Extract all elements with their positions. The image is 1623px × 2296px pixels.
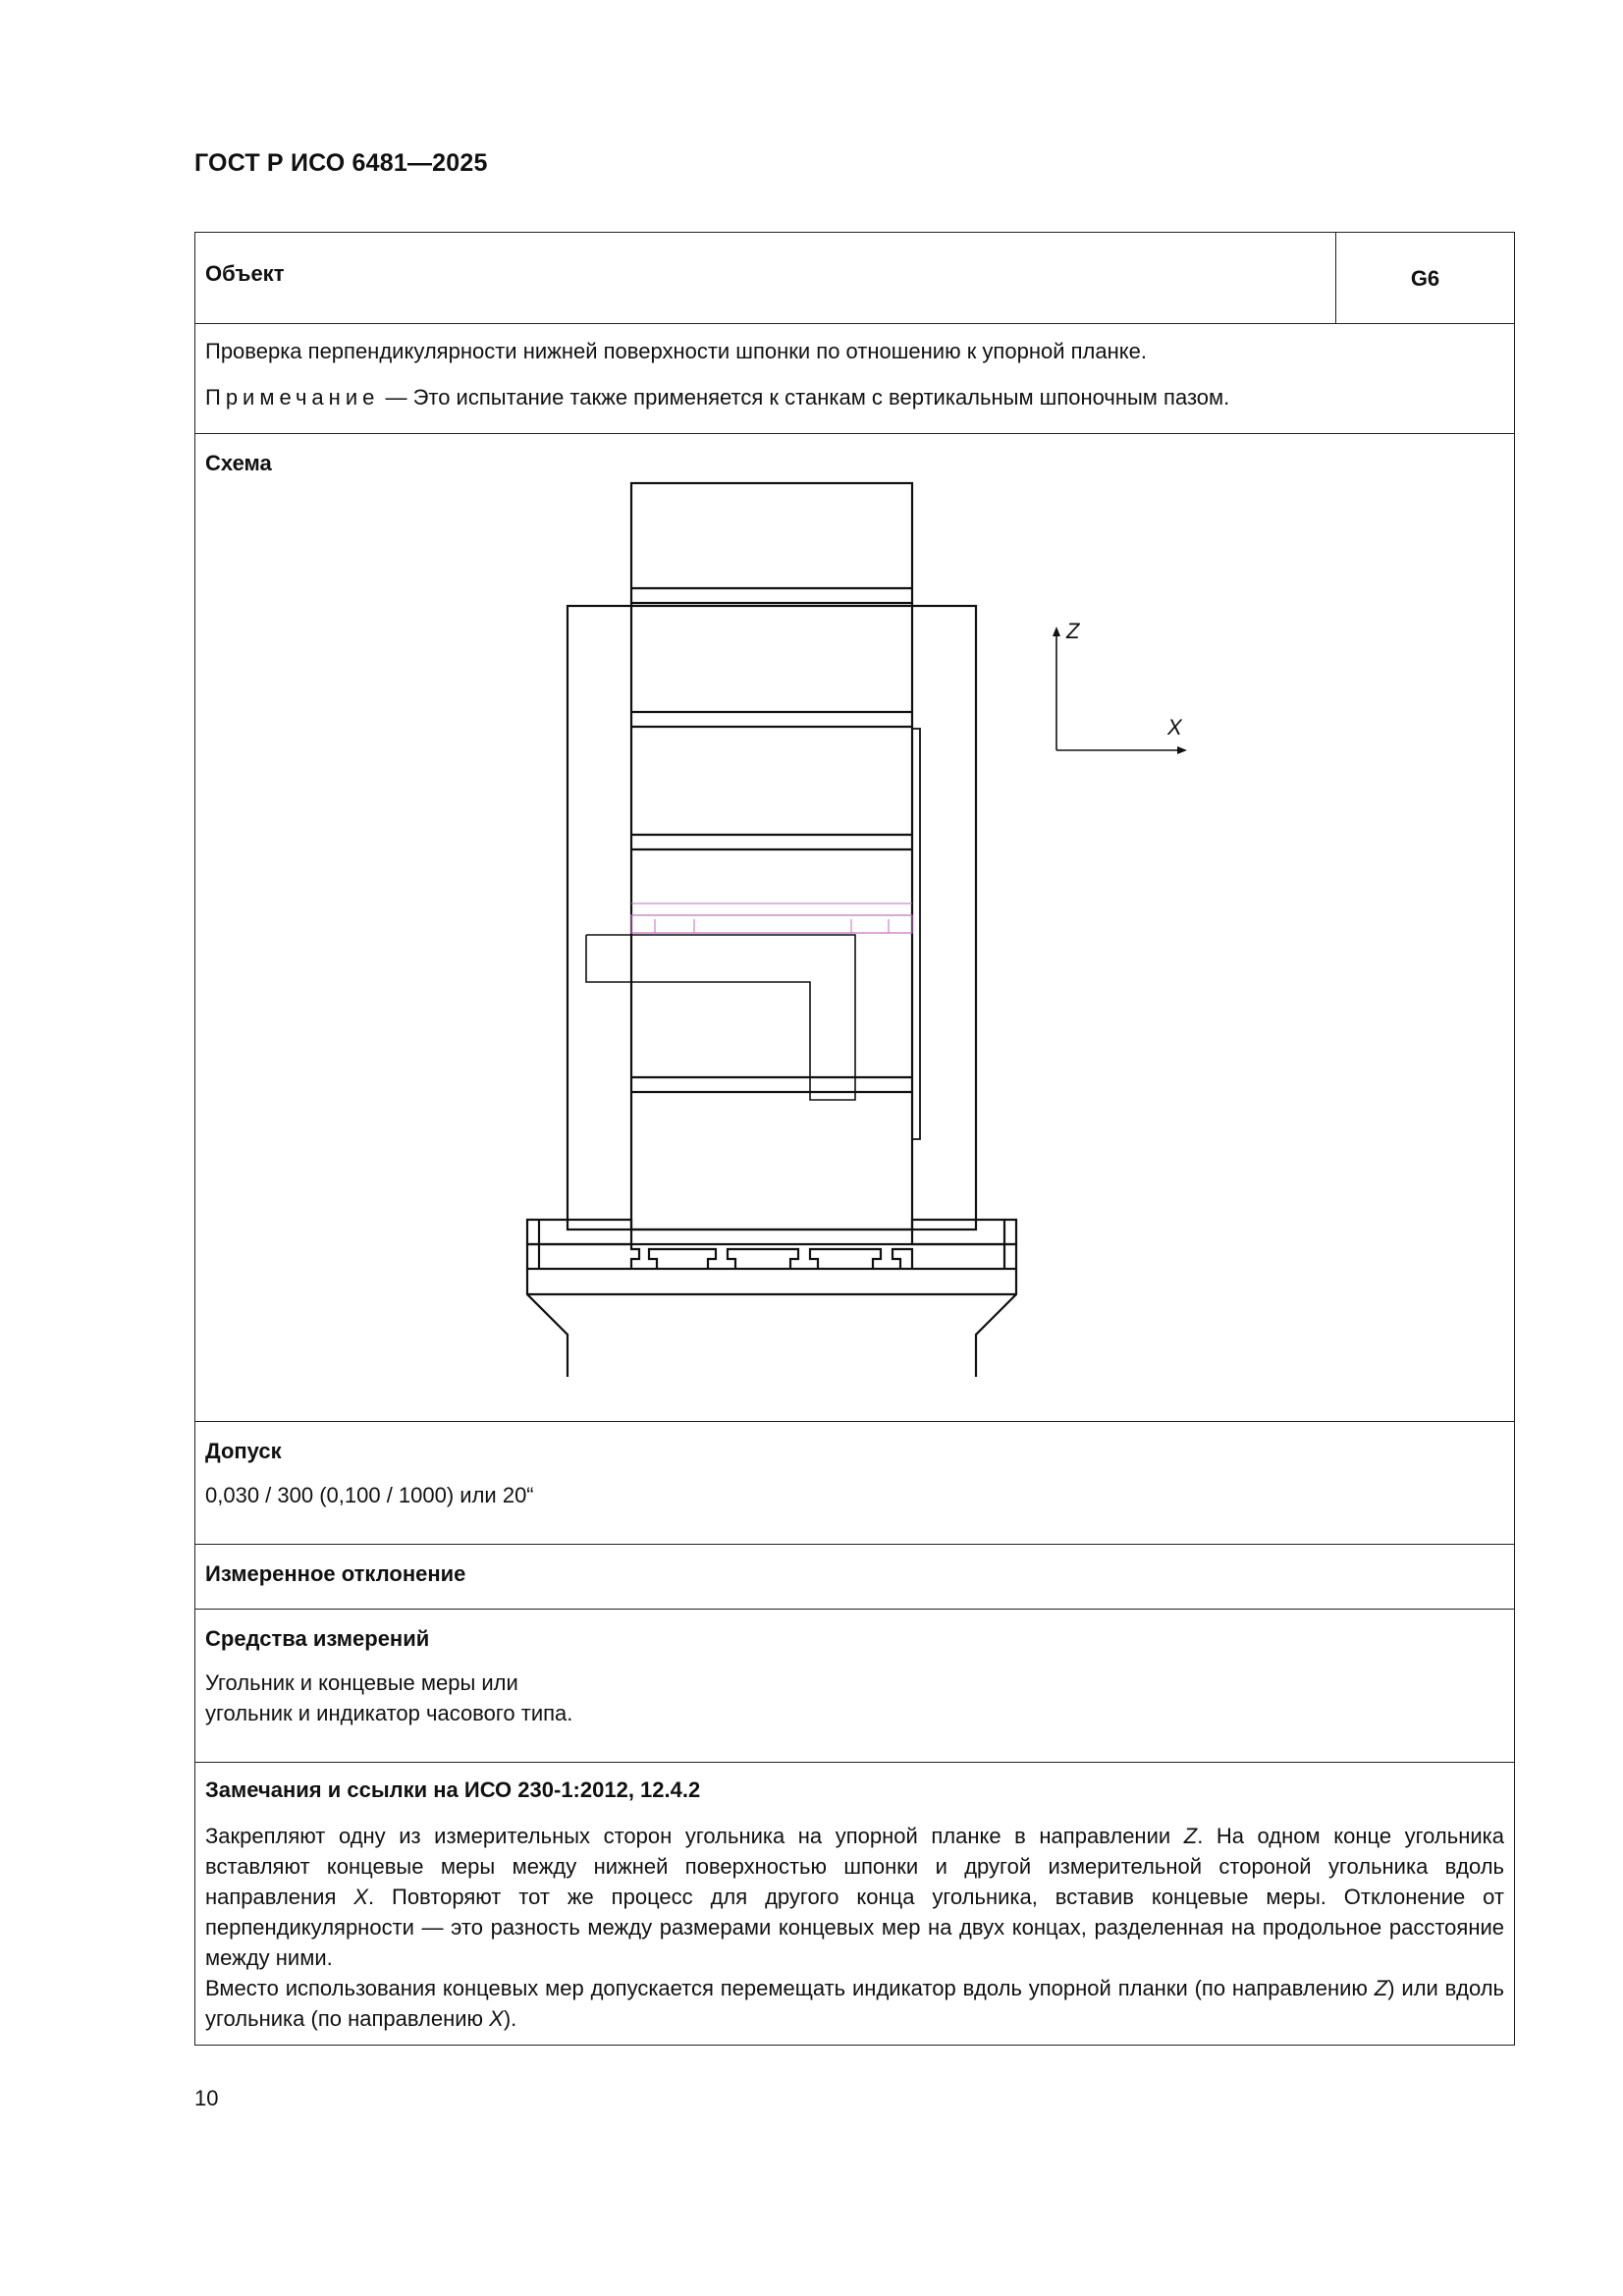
object-row bbox=[195, 233, 1515, 324]
axis-z-label: Z bbox=[1066, 619, 1080, 643]
object-label: Объект bbox=[205, 261, 285, 286]
document-header: ГОСТ Р ИСО 6481—2025 bbox=[194, 149, 488, 177]
t-slots bbox=[631, 1244, 639, 1269]
remarks-paragraph-2: Вместо использования концевых мер допускается перемещать индикатор вдоль упорной планки (по направлению Z) или вдоль угольника (по направлению X). bbox=[205, 1976, 1505, 2031]
z-arrow-head bbox=[1053, 627, 1060, 636]
ram-frame bbox=[568, 606, 976, 1230]
page-number: 10 bbox=[194, 2086, 219, 2110]
measured-row bbox=[195, 1545, 1515, 1610]
test-id: G6 bbox=[1336, 233, 1515, 324]
note bbox=[205, 382, 1504, 412]
instruments-line-1: Угольник и концевые меры или bbox=[205, 1670, 518, 1695]
note-text: — Это испытание также применяется к станкам с вертикальным шпоночным пазом. bbox=[379, 385, 1230, 410]
instruments-line-2: угольник и индикатор часового типа. bbox=[205, 1701, 573, 1725]
table-top-right bbox=[912, 1220, 1016, 1244]
note-label: Примечание bbox=[205, 385, 380, 410]
machine-schema-diagram bbox=[195, 434, 1491, 1377]
table-top-left bbox=[527, 1220, 631, 1244]
guide-plate bbox=[912, 729, 920, 1139]
measured-label: Измеренное отклонение bbox=[205, 1561, 466, 1586]
remarks-label: Замечания и ссылки на ИСО 230-1:2012, 12.4.2 bbox=[205, 1777, 701, 1802]
machine-table bbox=[527, 1244, 1016, 1269]
square-tool bbox=[586, 935, 855, 1100]
test-form-table bbox=[194, 232, 1515, 2046]
x-arrow-head bbox=[1177, 746, 1187, 754]
instruments-row bbox=[195, 1610, 1515, 1763]
axis-x-label: X bbox=[1167, 715, 1182, 739]
remarks-paragraph-1: Закрепляют одну из измерительных сторон угольника на упорной планке в направлении Z. На одном конце угольника вставляют концевые меры между нижней поверхностью шпонки и другой измерительной стороной угольника вдоль направления X. Повторяют тот же процесс для другого конца угольника, вставив концевые меры. Отклонение от перпендикулярности — это разность между размерами концевых мер на двух концах, разделенная на продольное расстояние между ними. bbox=[205, 1824, 1504, 1970]
remarks-row bbox=[195, 1763, 1515, 2046]
schema-row bbox=[195, 434, 1515, 1422]
ram-column bbox=[631, 483, 912, 1230]
instruments-label: Средства измерений bbox=[205, 1626, 430, 1651]
tolerance-label: Допуск bbox=[205, 1439, 282, 1463]
tolerance-value: 0,030 / 300 (0,100 / 1000) или 20“ bbox=[205, 1483, 534, 1507]
test-description: Проверка перпендикулярности нижней поверхности шпонки по отношению к упорной планке. bbox=[205, 339, 1147, 363]
schema-label: Схема bbox=[205, 451, 272, 475]
key bbox=[631, 915, 912, 933]
machine-base bbox=[527, 1269, 568, 1377]
tolerance-row bbox=[195, 1422, 1515, 1545]
description-row bbox=[195, 324, 1515, 434]
